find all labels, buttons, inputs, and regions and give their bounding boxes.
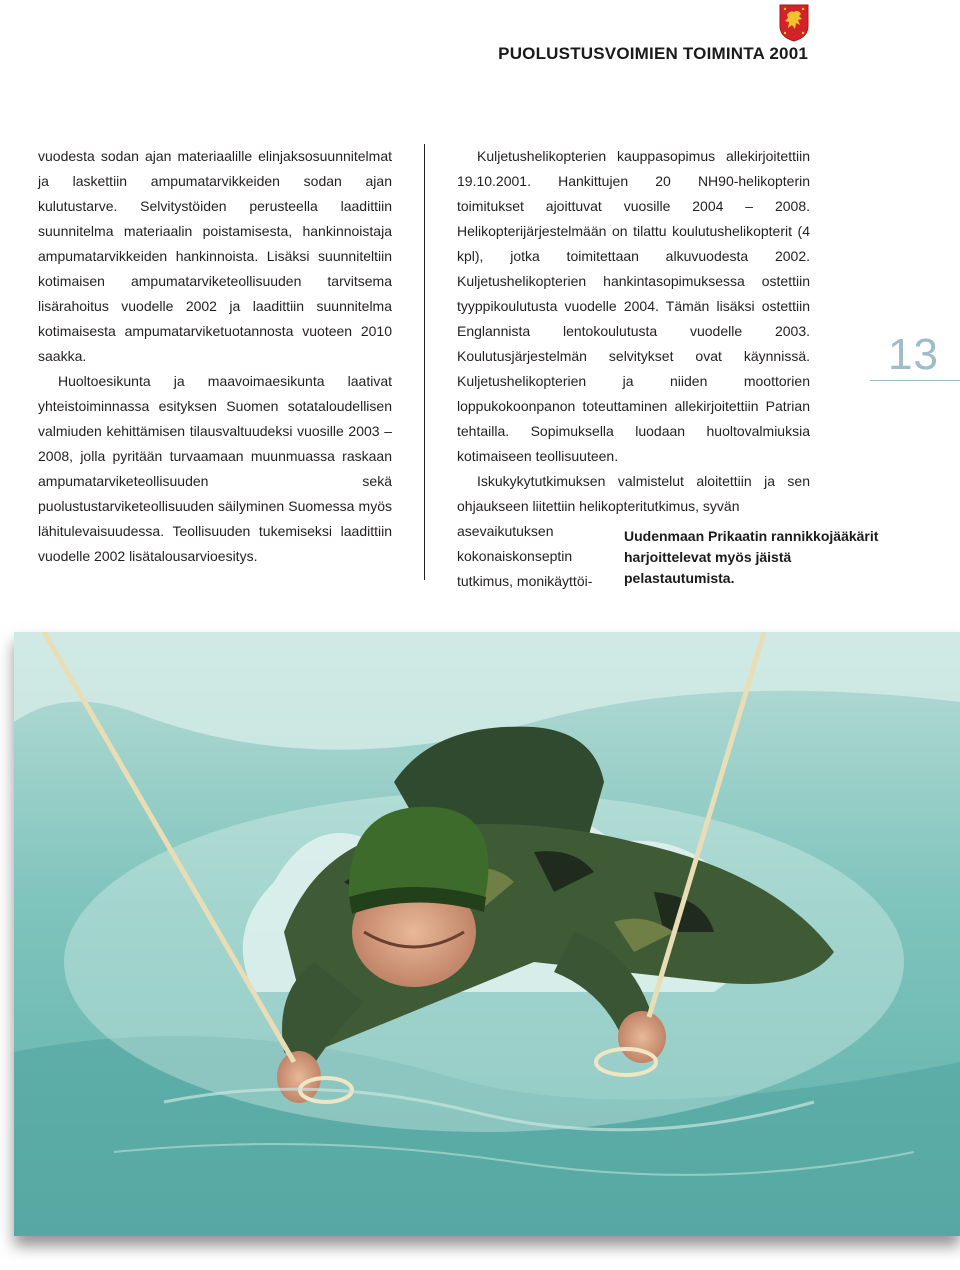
right-paragraph-2-tail: asevaikutuksen kokonaiskonseptin tutkimus, monikäyttöi- (457, 523, 593, 589)
right-paragraph-1: Kuljetushelikopterien kauppasopimus allekirjoitettiin 19.10.2001. Hankittujen 20 NH90-helikopterin toimitukset ajoittuvat vuosille 2004 – 2008. Helikopterijärjestelmään on tilattu koulutushelikopterit (4 kpl), jotka toimitettaan alkuvuodesta 2002. Kuljetushelikopterien hankintasopimuksessa ostettiin tyyppikoulutusta vuodelle 2004. Tämän lisäksi ostettiin Englannista lentokoulutusta vuodelle 2003. Koulutusjärjestelmän selvitykset ovat käynnissä. Kuljetushelikopterien ja niiden moottorien loppukokoonpanon toteuttaminen allekirjoitettiin Patrian tehtailla. Sopimuksella luodaan huoltovalmiuksia kotimaiseen teollisuuteen. (457, 148, 810, 464)
column-divider (424, 144, 425, 580)
coat-of-arms-logo (779, 4, 809, 42)
soldier-in-ice-water-image (14, 632, 960, 1236)
left-paragraph-1: vuodesta sodan ajan materiaalille elinjaksosuunnitelmat ja laskettiin ampumatarvikkeiden sodan ajan kulutustarve. Selvitystöiden perusteella laadittiin suunnitelma materiaalin poistamisesta, hankinnoistaja ampumatarvikkeiden hankinnoista. Lisäksi suunniteltiin kotimaisen ampumatarviketeollisuuden tarvitsema lisärahoitus vuodelle 2002 ja laadittiin suunnitelma kotimaisesta ampumatarviketuotannosta vuoteen 2010 saakka. (38, 148, 392, 364)
left-text-column (38, 144, 392, 569)
page-number-rule (870, 380, 960, 381)
page-number: 13 (888, 330, 939, 379)
ice-rescue-photo (14, 632, 960, 1236)
left-paragraph-2: Huoltoesikunta ja maavoimaesikunta laativat yhteistoiminnassa esityksen Suomen sotataloudellisen valmiuden kehittämisen tilausvaltuudeksi vuosille 2003 – 2008, jolla pyritään turvaamaan muunmuassa raskaan ampumatarviketeollisuuden sekä puolustustarviketeollisuuden säilyminen Suomessa myös lähitulevaisuudessa. Teollisuuden tukemiseksi laadittiin vuodelle 2002 lisätalousarvioesitys. (38, 373, 392, 564)
finnish-lion-coat-of-arms-icon (779, 4, 809, 42)
right-paragraph-2-lead: Iskukykytutkimuksen valmistelut aloitettiin ja sen ohjaukseen liitettiin helikopteritutkimus, syvän (457, 473, 810, 514)
running-header-title: PUOLUSTUSVOIMIEN TOIMINTA 2001 (498, 44, 808, 63)
photo-caption: Uudenmaan Prikaatin rannikkojääkärit harjoittelevat myös jäistä pelastautumista. (624, 528, 879, 586)
